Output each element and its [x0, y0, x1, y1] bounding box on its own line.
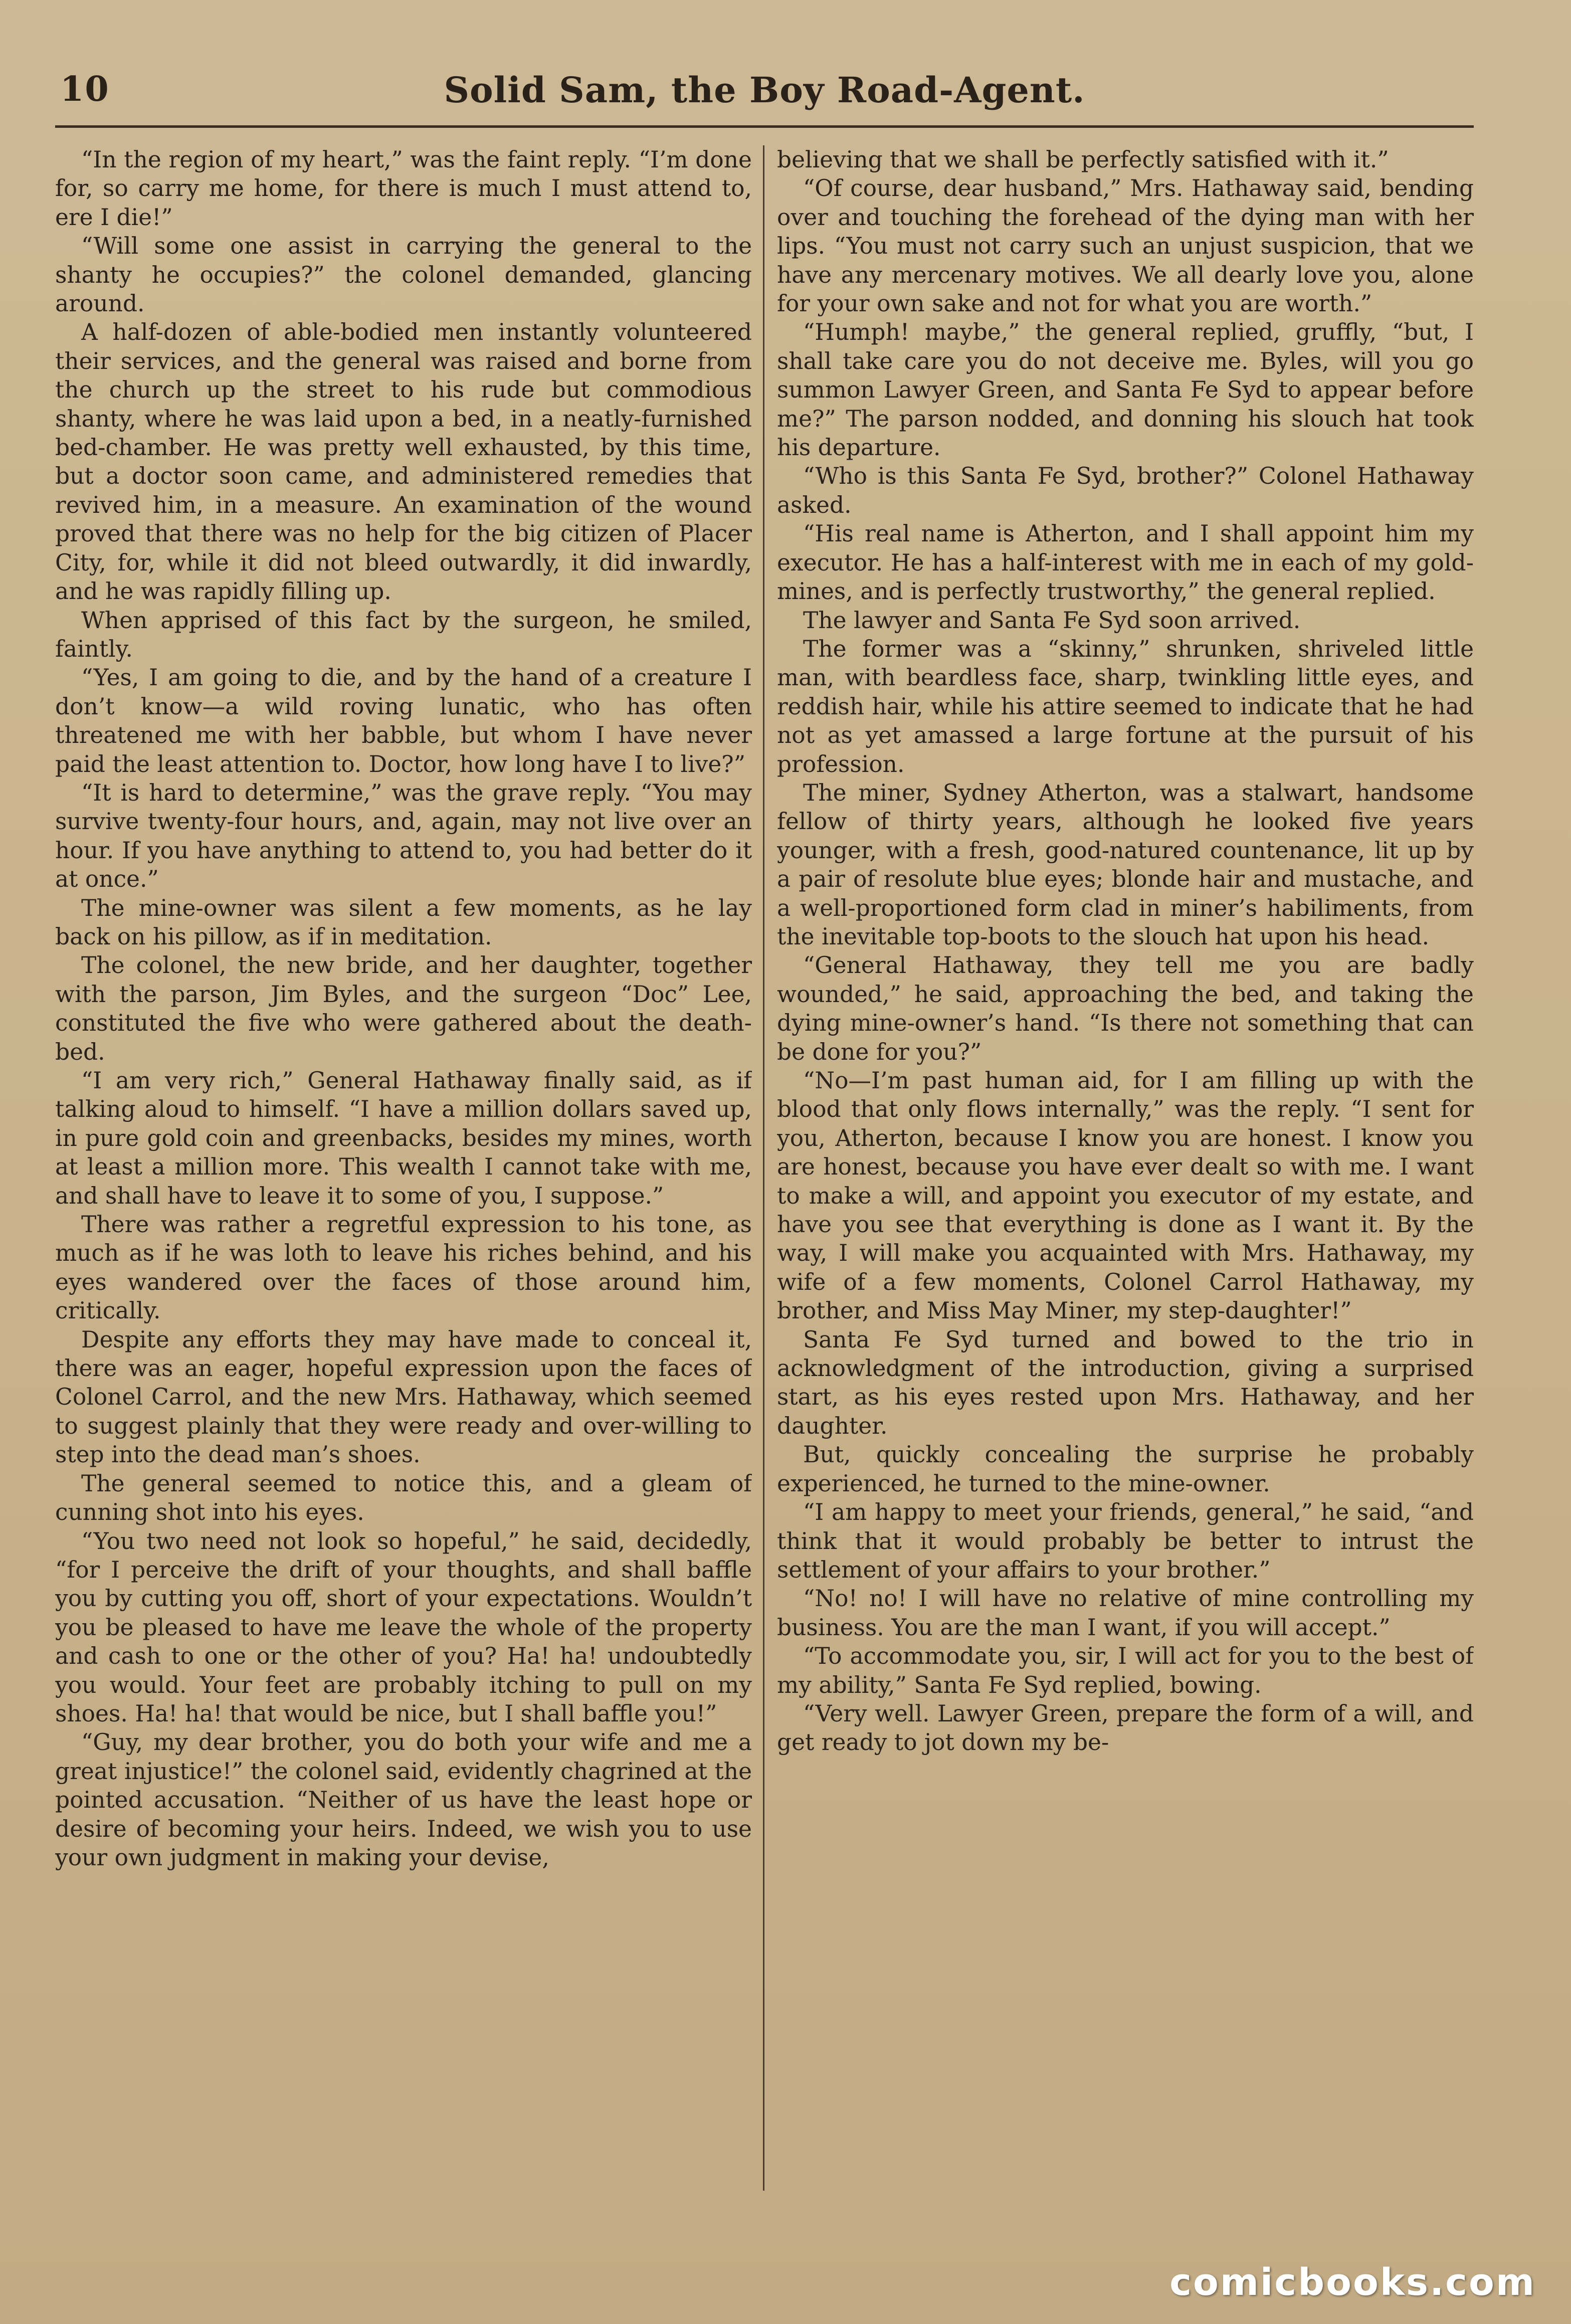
- paragraph: The miner, Sydney Atherton, was a stalwart, handsome fellow of thirty years, although he looked five years younger, with a fresh, good-natured countenance, lit up by a pair of resolute blue eyes; blonde hair and mustache, and a well-proportioned form clad in miner’s habiliments, from the inevitable top-boots to the slouch hat upon his head.: [777, 779, 1474, 950]
- paragraph: “I am happy to meet your friends, general,” he said, “and think that it would probably be better to intrust the settlement of your affairs to your brother.”: [777, 1499, 1474, 1583]
- paragraph: There was rather a regretful expression to his tone, as much as if he was loth to leave his riches behind, and his eyes wandered over the faces of those around him, critically.: [55, 1211, 752, 1324]
- paragraph: believing that we shall be perfectly satisfied with it.”: [777, 146, 1389, 173]
- paragraph: Despite any efforts they may have made to conceal it, there was an eager, hopeful expression upon the faces of Colonel Carrol, and the new Mrs. Hathaway, which seemed to suggest plainly that they were ready and over-willing to step into the dead man’s shoes.: [55, 1326, 752, 1468]
- paragraph: The lawyer and Santa Fe Syd soon arrived.: [803, 607, 1301, 634]
- paragraph: The colonel, the new bride, and her daughter, together with the parson, Jim Byles, and the surgeon “Doc” Lee, constituted the five who were gathered about the death-bed.: [55, 952, 752, 1065]
- paragraph: But, quickly concealing the surprise he probably experienced, he turned to the mine-owner.: [777, 1441, 1474, 1497]
- text-columns: [55, 145, 1474, 2191]
- paragraph: “Humph! maybe,” the general replied, gruffly, “but, I shall take care you do not deceive me. Byles, will you go summon Lawyer Green, and Santa Fe Syd to appear before me?” The parson nodded, and donning his slouch hat took his departure.: [777, 319, 1474, 461]
- paragraph: “I am very rich,” General Hathaway finally said, as if talking aloud to himself. “I have a million dollars saved up, in pure gold coin and greenbacks, besides my mines, worth at least a million more. This wealth I cannot take with me, and shall have to leave it to some of you, I suppose.”: [55, 1067, 752, 1209]
- paragraph: “No—I’m past human aid, for I am filling up with the blood that only flows internally,” was the reply. “I sent for you, Atherton, because I know you are honest. I know you are honest, because you have ever dealt so with me. I want to make a will, and appoint you executor of my estate, and have you see that everything is done as I want it. By the way, I will make you acquainted with Mrs. Hathaway, my wife of a few moments, Colonel Carrol Hathaway, my brother, and Miss May Miner, my step-daughter!”: [777, 1067, 1474, 1324]
- paragraph: “No! no! I will have no relative of mine controlling my business. You are the man I want, if you will accept.”: [777, 1585, 1474, 1641]
- paragraph: Santa Fe Syd turned and bowed to the trio in acknowledgment of the introduction, giving a surprised start, as his eyes rested upon Mrs. Hathaway, and her daughter.: [777, 1326, 1474, 1439]
- paragraph: The former was a “skinny,” shrunken, shriveled little man, with beardless face, sharp, twinkling little eyes, and reddish hair, while his attire seemed to indicate that he had not as yet amassed a large fortune at the pursuit of his profession.: [777, 635, 1474, 778]
- paragraph: “Guy, my dear brother, you do both your wife and me a great injustice!” the colonel said, evidently chagrined at the pointed accusation. “Neither of us have the least hope or desire of becoming your heirs. Indeed, we wish you to use your own judgment in making your devise,: [55, 1729, 752, 1871]
- paragraph: “You two need not look so hopeful,” he said, decidedly, “for I perceive the drift of your thoughts, and shall baffle you by cutting you off, short of your expectations. Wouldn’t you be pleased to have me leave the whole of the property and cash to one or the other of you? Ha! ha! undoubtedly you would. Your feet are probably itching to pull on my shoes. Ha! ha! that would be nice, but I shall baffle you!”: [55, 1527, 752, 1727]
- left-column: [55, 145, 752, 2191]
- paragraph: The general seemed to notice this, and a gleam of cunning shot into his eyes.: [55, 1470, 752, 1526]
- paragraph: When apprised of this fact by the surgeon, he smiled, faintly.: [55, 607, 752, 662]
- paragraph: “His real name is Atherton, and I shall appoint him my executor. He has a half-interest with me in each of my gold-mines, and is perfectly trustworthy,” the general replied.: [777, 520, 1474, 605]
- watermark-logo: comicbooks.com: [1169, 2261, 1536, 2304]
- page-header: [55, 65, 1474, 128]
- running-title: Solid Sam, the Boy Road-Agent.: [444, 69, 1085, 111]
- paragraph: “In the region of my heart,” was the faint reply. “I’m done for, so carry me home, for there is much I must attend to, ere I die!”: [55, 146, 752, 231]
- column-divider: [763, 145, 764, 2191]
- paragraph: The mine-owner was silent a few moments, as he lay back on his pillow, as if in meditation.: [55, 894, 752, 950]
- paragraph: “Of course, dear husband,” Mrs. Hathaway said, bending over and touching the forehead of the dying man with her lips. “You must not carry such an unjust suspicion, that we have any mercenary motives. We all dearly love you, alone for your own sake and not for what you are worth.”: [777, 175, 1474, 317]
- paragraph: “Will some one assist in carrying the general to the shanty he occupies?” the colonel demanded, glancing around.: [55, 233, 752, 317]
- paragraph: “Who is this Santa Fe Syd, brother?” Colonel Hathaway asked.: [777, 463, 1474, 518]
- paragraph: “To accommodate you, sir, I will act for you to the best of my ability,” Santa Fe Syd replied, bowing.: [777, 1643, 1474, 1698]
- paragraph: “Very well. Lawyer Green, prepare the form of a will, and get ready to jot down my be-: [777, 1700, 1474, 1756]
- paragraph: A half-dozen of able-bodied men instantly volunteered their services, and the general was raised and borne from the church up the street to his rude but commodious shanty, where he was laid upon a bed, in a neatly-furnished bed-chamber. He was pretty well exhausted, by this time, but a doctor soon came, and administered remedies that revived him, in a measure. An examination of the wound proved that there was no help for the big citizen of Placer City, for, while it did not bleed outwardly, it did inwardly, and he was rapidly filling up.: [55, 319, 752, 605]
- paragraph: “It is hard to determine,” was the grave reply. “You may survive twenty-four hours, and, again, may not live over an hour. If you have anything to attend to, you had better do it at once.”: [55, 779, 752, 893]
- right-column: [777, 145, 1474, 2191]
- paragraph: “Yes, I am going to die, and by the hand of a creature I don’t know—a wild roving lunatic, who has often threatened me with her babble, but whom I have never paid the least attention to. Doctor, how long have I to live?”: [55, 664, 752, 778]
- page-number: 10: [60, 69, 110, 109]
- paragraph: “General Hathaway, they tell me you are badly wounded,” he said, approaching the bed, and taking the dying mine-owner’s hand. “Is there not something that can be done for you?”: [777, 952, 1474, 1065]
